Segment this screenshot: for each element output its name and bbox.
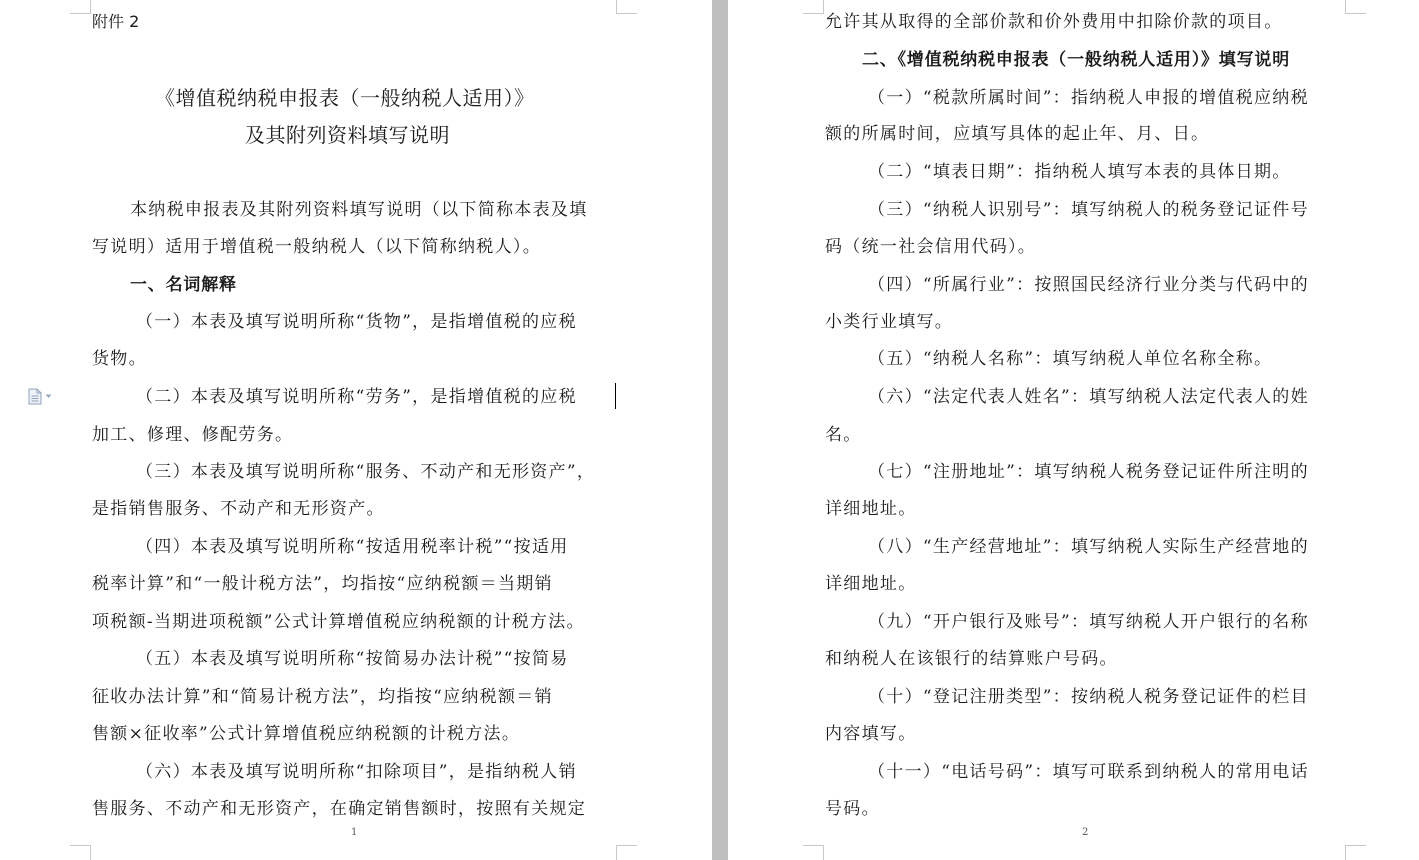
body-line: 和纳税人在该银行的结算账户号码。 bbox=[825, 649, 1118, 669]
body-line: 名。 bbox=[825, 425, 862, 445]
document-title-line-2: 及其附列资料填写说明 bbox=[245, 123, 450, 147]
intro-paragraph-line: 写说明）适用于增值税一般纳税人（以下简称纳税人）。 bbox=[92, 237, 541, 257]
body-line: 售额×征收率”公式计算增值税应纳税额的计税方法。 bbox=[92, 724, 521, 744]
page-corner-mark bbox=[616, 845, 637, 860]
body-line: （九）“开户银行及账号”：填写纳税人开户银行的名称 bbox=[868, 612, 1309, 632]
body-line: 码（统一社会信用代码）。 bbox=[825, 237, 1037, 257]
body-line: 税率计算”和“一般计税方法”，均指按“应纳税额＝当期销 bbox=[92, 574, 553, 594]
body-line: 内容填写。 bbox=[825, 724, 917, 744]
body-line: （一）本表及填写说明所称“货物”，是指增值税的应税 bbox=[136, 312, 577, 332]
body-line: 小类行业填写。 bbox=[825, 312, 954, 332]
body-line: （七）“注册地址”：填写纳税人税务登记证件所注明的 bbox=[868, 462, 1309, 482]
document-title-line-1: 《增值税纳税申报表（一般纳税人适用）》 bbox=[155, 86, 535, 110]
body-line: （二）本表及填写说明所称“劳务”，是指增值税的应税 bbox=[136, 387, 577, 407]
page-gap bbox=[712, 0, 728, 860]
body-line: 详细地址。 bbox=[825, 574, 917, 594]
body-line: 号码。 bbox=[825, 799, 880, 819]
body-line: （四）“所属行业”：按照国民经济行业分类与代码中的 bbox=[868, 275, 1309, 295]
body-line: （五）本表及填写说明所称“按简易办法计税”“按简易 bbox=[136, 649, 569, 669]
page-corner-mark bbox=[1345, 845, 1366, 860]
document-options-icon[interactable] bbox=[28, 386, 58, 406]
section-heading: 一、名词解释 bbox=[130, 275, 237, 295]
body-line: （八）“生产经营地址”：填写纳税人实际生产经营地的 bbox=[868, 537, 1309, 557]
body-line: 征收办法计算”和“简易计税方法”，均指按“应纳税额＝销 bbox=[92, 687, 553, 707]
page-corner-mark bbox=[1345, 0, 1366, 14]
body-line: （六）“法定代表人姓名”：填写纳税人法定代表人的姓 bbox=[868, 387, 1309, 407]
section-heading: 二、《增值税纳税申报表（一般纳税人适用）》填写说明 bbox=[862, 50, 1290, 70]
document-page-2[interactable] bbox=[728, 0, 1419, 860]
text-cursor bbox=[615, 383, 616, 409]
body-line: 加工、修理、修配劳务。 bbox=[92, 425, 294, 445]
annex-label: 附件 2 bbox=[92, 12, 140, 31]
body-line: 详细地址。 bbox=[825, 499, 917, 519]
document-icon bbox=[28, 388, 42, 405]
body-line: （十）“登记注册类型”：按纳税人税务登记证件的栏目 bbox=[868, 687, 1309, 707]
body-line: 额的所属时间，应填写具体的起止年、月、日。 bbox=[825, 124, 1210, 144]
body-line: （三）“纳税人识别号”：填写纳税人的税务登记证件号 bbox=[868, 200, 1309, 220]
body-line: （一）“税款所属时间”：指纳税人申报的增值税应纳税 bbox=[868, 88, 1309, 108]
body-line: （二）“填表日期”：指纳税人填写本表的具体日期。 bbox=[868, 162, 1291, 182]
body-line: 售服务、不动产和无形资产，在确定销售额时，按照有关规定 bbox=[92, 799, 587, 819]
body-line: （四）本表及填写说明所称“按适用税率计税”“按适用 bbox=[136, 537, 569, 557]
page-corner-mark bbox=[616, 0, 637, 14]
intro-paragraph-line: 本纳税申报表及其附列资料填写说明（以下简称本表及填 bbox=[130, 200, 588, 220]
chevron-down-icon bbox=[45, 394, 52, 399]
body-line: （六）本表及填写说明所称“扣除项目”，是指纳税人销 bbox=[136, 762, 577, 782]
page-corner-mark bbox=[70, 845, 91, 860]
body-line: （十一）“电话号码”：填写可联系到纳税人的常用电话 bbox=[868, 762, 1309, 782]
page-corner-mark bbox=[803, 845, 824, 860]
body-line: 允许其从取得的全部价款和价外费用中扣除价款的项目。 bbox=[825, 12, 1283, 32]
body-line: （三）本表及填写说明所称“服务、不动产和无形资产”， bbox=[136, 462, 596, 482]
page-corner-mark bbox=[803, 0, 824, 14]
body-line: （五）“纳税人名称”：填写纳税人单位名称全称。 bbox=[868, 349, 1273, 369]
page-number: 1 bbox=[351, 827, 358, 838]
body-line: 是指销售服务、不动产和无形资产。 bbox=[92, 499, 385, 519]
page-corner-mark bbox=[70, 0, 91, 14]
body-line: 项税额-当期进项税额”公式计算增值税应纳税额的计税方法。 bbox=[92, 612, 585, 632]
body-line: 货物。 bbox=[92, 349, 147, 369]
page-number: 2 bbox=[1082, 827, 1089, 838]
